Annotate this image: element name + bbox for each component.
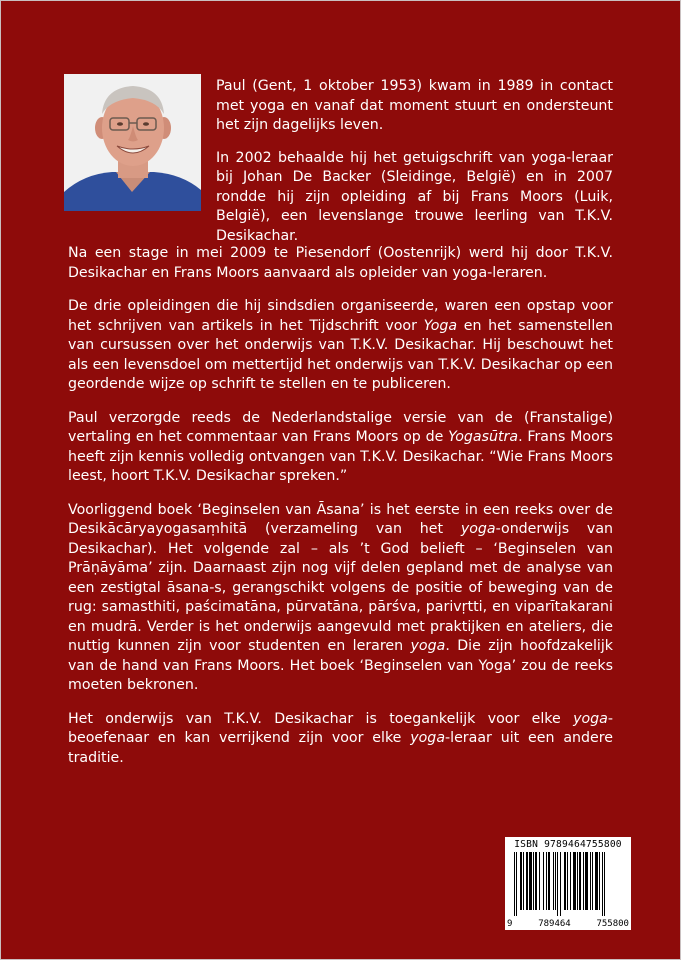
barcode-bar bbox=[523, 852, 524, 910]
emphasis: yoga bbox=[410, 638, 446, 654]
barcode-bar bbox=[602, 852, 603, 916]
intro-text bbox=[216, 77, 613, 259]
text-run: en het samenstellen van cursussen over het onderwijs van T.K.V. Desikachar. Hij beschouwt het als een levensdoel om mettertijd het onderwijs van T.K.V. Desikachar op een geordende wijze op schrift te stellen en te publiceren. bbox=[68, 317, 613, 392]
barcode-bar bbox=[567, 852, 568, 910]
barcode-digit-group-1: 789464 bbox=[538, 919, 571, 929]
barcode-bar bbox=[595, 852, 598, 910]
emphasis: Yoga bbox=[423, 317, 458, 334]
paragraph-toegankelijk bbox=[68, 710, 613, 769]
intro-paragraph-2: In 2002 behaalde hij het getuigschrift van yoga-leraar bij Johan De Backer (Sleidinge, België) en in 2007 rondde hij zijn opleiding af bij Frans Moors (Luik, België), een levenslange trouwe leerling van T.K.V. Desikachar. bbox=[216, 149, 613, 244]
author-photo bbox=[64, 74, 201, 211]
barcode-bar bbox=[573, 852, 576, 910]
text-run: . Frans Moors heeft zijn kennis volledig ontvangen van T.K.V. Desikachar. “Wie Frans Moors leest, hoort T.K.V. Desikachar spreken.” bbox=[68, 429, 613, 484]
text-run: . Die zijn hoofdzakelijk van de hand van Frans Moors. Het boek ‘Beginselen van Yoga’ zou de reeks moeten bekronen. bbox=[68, 638, 613, 693]
barcode-bar bbox=[564, 852, 566, 910]
barcode-bar bbox=[553, 852, 554, 910]
barcode-bar bbox=[585, 852, 588, 910]
barcode-bar bbox=[539, 852, 540, 910]
barcode-bar bbox=[535, 852, 537, 910]
text-run: De drie opleidingen die hij sindsdien organiseerde, waren een opstap voor het schrijven van artikels in het Tijdschrift voor bbox=[68, 298, 613, 334]
barcode-bar bbox=[604, 852, 605, 916]
barcode-bar bbox=[577, 852, 578, 910]
barcode-bar bbox=[546, 852, 547, 910]
barcode-bar bbox=[590, 852, 591, 910]
paragraph-yogasutra bbox=[68, 409, 613, 487]
barcode-bar bbox=[516, 852, 517, 916]
text-run: -beoefenaar en kan verrijkend zijn voor elke bbox=[68, 710, 613, 746]
emphasis: yoga bbox=[573, 710, 608, 727]
barcode-bar bbox=[520, 852, 522, 910]
emphasis: yoga bbox=[410, 730, 446, 746]
barcode-bar bbox=[557, 852, 558, 916]
barcode-bar bbox=[570, 852, 571, 910]
barcode-digits bbox=[507, 919, 629, 929]
barcode-bar bbox=[583, 852, 584, 910]
barcode-bar bbox=[548, 852, 550, 910]
text-run: -leraar uit een andere traditie. bbox=[68, 730, 613, 766]
paragraph-reeks bbox=[68, 501, 613, 696]
paragraph-opleidingen bbox=[68, 297, 613, 395]
barcode-bar bbox=[560, 852, 561, 916]
barcode-digit-group-2: 755800 bbox=[596, 919, 629, 929]
text-run: Voorliggend boek ‘Beginselen van Āsana’ is het eerste in een reeks over de Desikācāryayogasaṃhitā (verzameling van het bbox=[68, 501, 613, 537]
barcode-bar bbox=[533, 852, 534, 910]
barcode-bar bbox=[555, 852, 556, 910]
text-run: Paul verzorgde reeds de Nederlandstalige versie van de (Franstalige) vertaling en het commentaar van Frans Moors op de bbox=[68, 409, 613, 445]
barcode-bar bbox=[526, 852, 528, 910]
isbn-label: ISBN 9789464755800 bbox=[514, 839, 622, 850]
barcode-bar bbox=[599, 852, 600, 910]
barcode-bar bbox=[592, 852, 593, 910]
barcode-bar bbox=[543, 852, 544, 910]
isbn-barcode bbox=[505, 837, 631, 930]
text-run: -onderwijs van Desikachar). Het volgende zal – als ’t God belieft – ‘Beginselen van Prāṇāyāma’ zijn. Daarnaast zijn nog vijf delen gepland met de analyse van een zestigtal āsana-s, gerangschikt volgens de positie of beweging van de rug: samasthiti, paścimatāna, pūrvatāna, pārśva, parivṛtti, en viparītakarani en mudrā. Verder is het onderwijs aangevuld met praktijken en ateliers, die nuttig kunnen zijn voor studenten en leraren bbox=[68, 521, 614, 654]
intro-paragraph-1: Paul (Gent, 1 oktober 1953) kwam in 1989 in contact met yoga en vanaf dat moment stuurt en ondersteunt het zijn dagelijks leven. bbox=[216, 78, 613, 133]
barcode-digit-first: 9 bbox=[507, 919, 513, 929]
barcode-bar bbox=[529, 852, 532, 910]
paragraph-stage: Na een stage in mei 2009 te Piesendorf (Oostenrijk) werd hij door T.K.V. Desikachar en Frans Moors aanvaard als opleider van yoga-leraren. bbox=[68, 245, 613, 281]
emphasis: Yogasūtra bbox=[448, 429, 519, 445]
barcode-bars bbox=[508, 852, 628, 916]
body-text bbox=[68, 244, 613, 782]
emphasis: yoga bbox=[460, 521, 496, 537]
text-run: Het onderwijs van T.K.V. Desikachar is toegankelijk voor elke bbox=[68, 710, 574, 727]
barcode-bar bbox=[579, 852, 581, 910]
barcode-bar bbox=[514, 852, 515, 916]
